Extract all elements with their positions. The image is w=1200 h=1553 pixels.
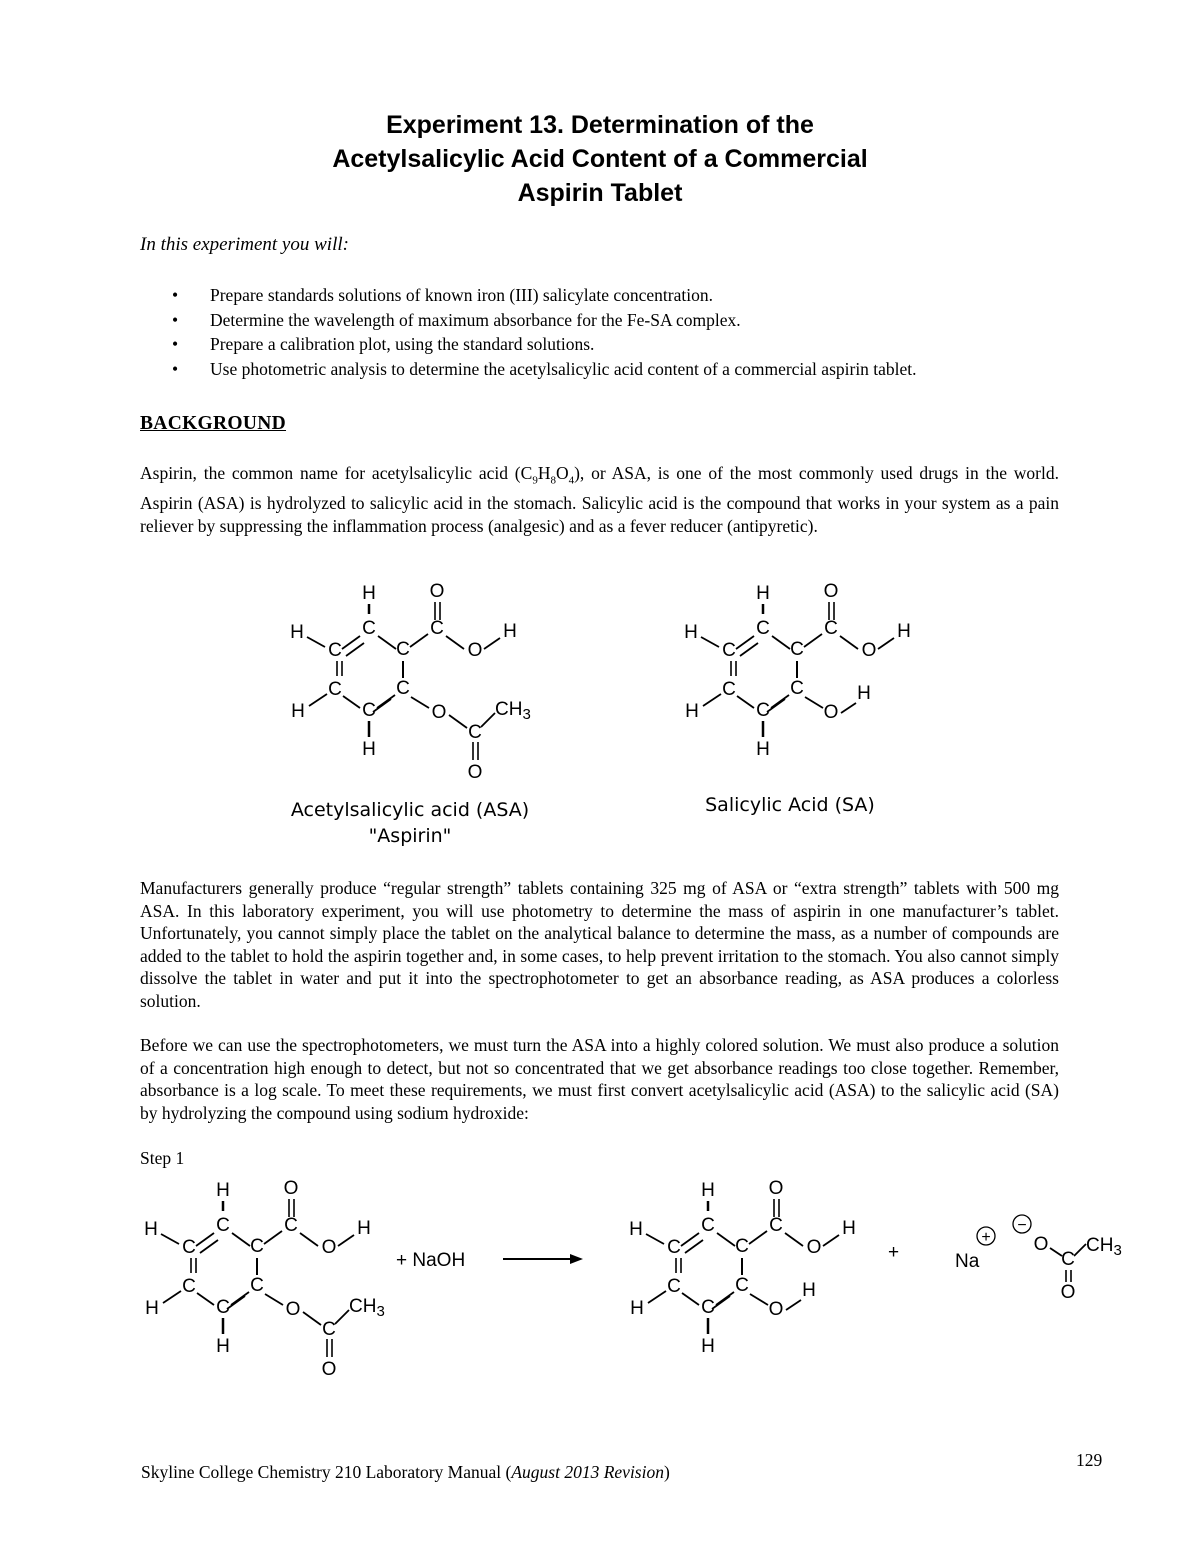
carbon-atom: C xyxy=(362,700,376,721)
bond-line xyxy=(303,1312,321,1325)
methyl-label: $CH_3$ xyxy=(349,1296,385,1320)
hydrogen-atom: H xyxy=(684,622,698,643)
section-heading-background: BACKGROUND xyxy=(140,413,287,434)
asa-structure xyxy=(290,581,531,783)
background-paragraph-2: Manufacturers generally produce “regular strength” tablets containing 325 mg of ASA or “extra strength” tablets with 500 mg ASA. In this laboratory experiment, you will use photometry to determine the mass of aspirin in one manufacturer’s tablet. Unfortunately, you cannot simply place the tablet on the analytical balance to determine the mass, as a number of compounds are added to the tablet to hold the aspirin together and, in some cases, to help prevent irritation to the stomach. You also cannot simply dissolve the tablet in water and put it into the spectrophotometer to get an absorbance reading, as ASA produces a colorless solution. xyxy=(140,878,1059,1011)
acetate-ion-structure xyxy=(1034,1234,1122,1303)
bond-line xyxy=(481,713,495,727)
carbon-atom: C xyxy=(756,700,770,721)
hydrogen-atom: H xyxy=(630,1298,644,1319)
bond-line xyxy=(163,1291,181,1303)
page-number: 129 xyxy=(1076,1450,1103,1470)
carbon-atom: C xyxy=(216,1215,230,1236)
bond-line xyxy=(840,636,858,649)
bond-line xyxy=(197,1293,214,1305)
bond-line xyxy=(377,695,395,708)
bond-line xyxy=(682,1293,699,1305)
asa-caption: Acetylsalicylic acid (ASA) "Aspirin" xyxy=(290,799,530,847)
bond-line xyxy=(300,1233,318,1246)
carbon-atom: C xyxy=(250,1236,264,1257)
oxygen-atom: O xyxy=(768,1299,784,1320)
oxygen-atom: O xyxy=(1033,1234,1049,1255)
oxygen-atom: O xyxy=(861,640,877,661)
bond-line xyxy=(648,1291,666,1303)
bond-line xyxy=(307,637,325,647)
bond-line xyxy=(231,1292,249,1305)
step-1-label: Step 1 xyxy=(140,1148,185,1168)
title-line-1: Experiment 13. Determination of the xyxy=(386,111,814,139)
bond-line xyxy=(701,637,719,647)
bond-line xyxy=(264,1231,282,1244)
bond-line xyxy=(265,1294,283,1305)
page-footer: Skyline College Chemistry 210 Laboratory Manual (August 2013 Revision) xyxy=(141,1462,670,1482)
arrow-head-icon xyxy=(570,1254,583,1264)
bond-line xyxy=(841,703,856,713)
objectives-intro: In this experiment you will: xyxy=(140,234,349,255)
hydrogen-atom: H xyxy=(756,739,770,760)
hydrogen-atom: H xyxy=(701,1180,715,1201)
sa-structure xyxy=(684,581,911,760)
bullet-icon: • xyxy=(172,309,179,330)
carbon-atom: C xyxy=(769,1215,783,1236)
oxygen-atom: O xyxy=(429,581,445,602)
oxygen-atom: O xyxy=(1060,1282,1076,1303)
carbon-atom: C xyxy=(735,1275,749,1296)
bond-line xyxy=(338,1235,354,1246)
title-line-2: Acetylsalicylic Acid Content of a Commercial xyxy=(332,145,868,173)
hydrogen-atom: H xyxy=(144,1219,158,1240)
bond-line xyxy=(823,1235,839,1246)
oxygen-atom: O xyxy=(467,762,483,783)
hydrogen-atom: H xyxy=(857,683,871,704)
bond-line xyxy=(446,636,464,649)
hydrogen-atom: H xyxy=(685,701,699,722)
carbon-atom: C xyxy=(362,618,376,639)
carbon-atom: C xyxy=(328,679,342,700)
title-line-3: Aspirin Tablet xyxy=(517,179,683,207)
hydrogen-atom: H xyxy=(357,1218,371,1239)
oxygen-atom: O xyxy=(431,702,447,723)
oxygen-atom: O xyxy=(285,1299,301,1320)
carbon-atom: C xyxy=(667,1276,681,1297)
objective-text: Prepare standards solutions of known iron (III) salicylate concentration. xyxy=(210,285,713,305)
bond-line xyxy=(786,1300,801,1310)
carbon-atom: C xyxy=(468,722,482,743)
naoh-label: + NaOH xyxy=(396,1250,466,1271)
hydrogen-atom: H xyxy=(802,1280,816,1301)
carbon-atom: C xyxy=(722,640,736,661)
hydrogen-atom: H xyxy=(897,621,911,642)
hydrogen-atom: H xyxy=(216,1336,230,1357)
sodium-label: Na xyxy=(955,1251,980,1272)
oxygen-atom: O xyxy=(321,1237,337,1258)
molecular-formula: $C_9H_8O_4$ xyxy=(520,463,575,487)
carbon-atom: C xyxy=(396,678,410,699)
hydrogen-atom: H xyxy=(216,1180,230,1201)
carbon-atom: C xyxy=(790,639,804,660)
bond-line xyxy=(771,695,789,708)
bond-line xyxy=(717,1233,735,1246)
methyl-label: $CH_3$ xyxy=(495,699,531,723)
oxygen-atom: O xyxy=(768,1178,784,1199)
bond-line xyxy=(232,1233,250,1246)
carbon-atom: C xyxy=(250,1275,264,1296)
bond-line xyxy=(750,1294,768,1305)
bond-line xyxy=(878,638,894,649)
oxygen-atom: O xyxy=(467,640,483,661)
carbon-atom: C xyxy=(216,1297,230,1318)
carbon-atom: C xyxy=(182,1276,196,1297)
negative-charge-symbol: − xyxy=(1017,1217,1027,1234)
plus-sign: + xyxy=(888,1242,900,1263)
hydrogen-atom: H xyxy=(756,583,770,604)
hydrogen-atom: H xyxy=(362,583,376,604)
carbon-atom: C xyxy=(735,1236,749,1257)
bond-line xyxy=(410,634,428,647)
oxygen-atom: O xyxy=(823,581,839,602)
bond-line xyxy=(805,697,823,708)
bullet-icon: • xyxy=(172,334,179,354)
oxygen-atom: O xyxy=(806,1237,822,1258)
hydrogen-atom: H xyxy=(842,1218,856,1239)
bond-line xyxy=(1074,1244,1086,1256)
objective-text: Prepare a calibration plot, using the standard solutions. xyxy=(210,334,595,354)
bond-line xyxy=(411,697,429,708)
carbon-atom: C xyxy=(722,679,736,700)
bullet-icon: • xyxy=(172,358,179,379)
background-paragraph-1: Aspirin, the common name for acetylsalicylic acid $(C_9H_8O_4)$, or ASA, is one of the most commonly used drugs in the world. Aspirin (ASA) is hydrolyzed to salicylic acid in the stomach. Salicylic acid is the compound that works in your system as a pain reliever by suppressing the inflammation process (analgesic) and as a fever reducer (antipyretic). xyxy=(140,463,1059,536)
oxygen-atom: O xyxy=(823,702,839,723)
oxygen-atom: O xyxy=(283,1178,299,1199)
bond-line xyxy=(343,696,360,708)
bond-line xyxy=(161,1234,179,1244)
carbon-atom: C xyxy=(824,618,838,639)
bond-line xyxy=(804,634,822,647)
bond-line xyxy=(749,1231,767,1244)
carbon-atom: C xyxy=(701,1215,715,1236)
bond-line xyxy=(703,694,721,706)
hydrogen-atom: H xyxy=(291,701,305,722)
hydrogen-atom: H xyxy=(290,622,304,643)
carbon-atom: C xyxy=(667,1237,681,1258)
bond-line xyxy=(378,636,396,649)
bond-line xyxy=(785,1233,803,1246)
carbon-atom: C xyxy=(182,1237,196,1258)
bond-line xyxy=(309,694,327,706)
carbon-atom: C xyxy=(790,678,804,699)
bond-line xyxy=(737,696,754,708)
carbon-atom: C xyxy=(284,1215,298,1236)
step1-sa-structure xyxy=(629,1178,856,1357)
carbon-atom: C xyxy=(328,640,342,661)
bond-line xyxy=(449,715,467,728)
bond-line xyxy=(646,1234,664,1244)
objective-text: Determine the wavelength of maximum absorbance for the Fe-SA complex. xyxy=(210,309,741,330)
hydrogen-atom: H xyxy=(701,1336,715,1357)
carbon-atom: C xyxy=(701,1297,715,1318)
bond-line xyxy=(772,636,790,649)
carbon-atom: C xyxy=(396,639,410,660)
bond-line xyxy=(484,638,500,649)
carbon-atom: C xyxy=(756,618,770,639)
sa-caption: Salicylic Acid (SA) xyxy=(705,794,875,816)
bond-line xyxy=(716,1292,734,1305)
carbon-atom: C xyxy=(1061,1249,1075,1270)
bullet-icon: • xyxy=(172,285,179,305)
methyl-label: $CH_3$ xyxy=(1086,1235,1122,1259)
carbon-atom: C xyxy=(430,618,444,639)
background-paragraph-3: Before we can use the spectrophotometers, we must turn the ASA into a highly colored solution. We must also produce a solution of a concentration high enough to detect, but not so concentrated that we get absorbance readings too close together. Remember, absorbance is a log scale. To meet these requirements, we must first convert acetylsalicylic acid (ASA) to the salicylic acid (SA) by hydrolyzing the compound using sodium hydroxide: xyxy=(140,1035,1059,1123)
step1-asa-structure xyxy=(144,1178,385,1380)
hydrogen-atom: H xyxy=(629,1219,643,1240)
hydrogen-atom: H xyxy=(503,621,517,642)
oxygen-atom: O xyxy=(321,1359,337,1380)
objective-text: Use photometric analysis to determine the acetylsalicylic acid content of a commercial aspirin tablet. xyxy=(210,358,917,379)
hydrogen-atom: H xyxy=(145,1298,159,1319)
carbon-atom: C xyxy=(322,1319,336,1340)
bond-line xyxy=(335,1310,349,1324)
positive-charge-symbol: + xyxy=(981,1229,991,1246)
hydrogen-atom: H xyxy=(362,739,376,760)
